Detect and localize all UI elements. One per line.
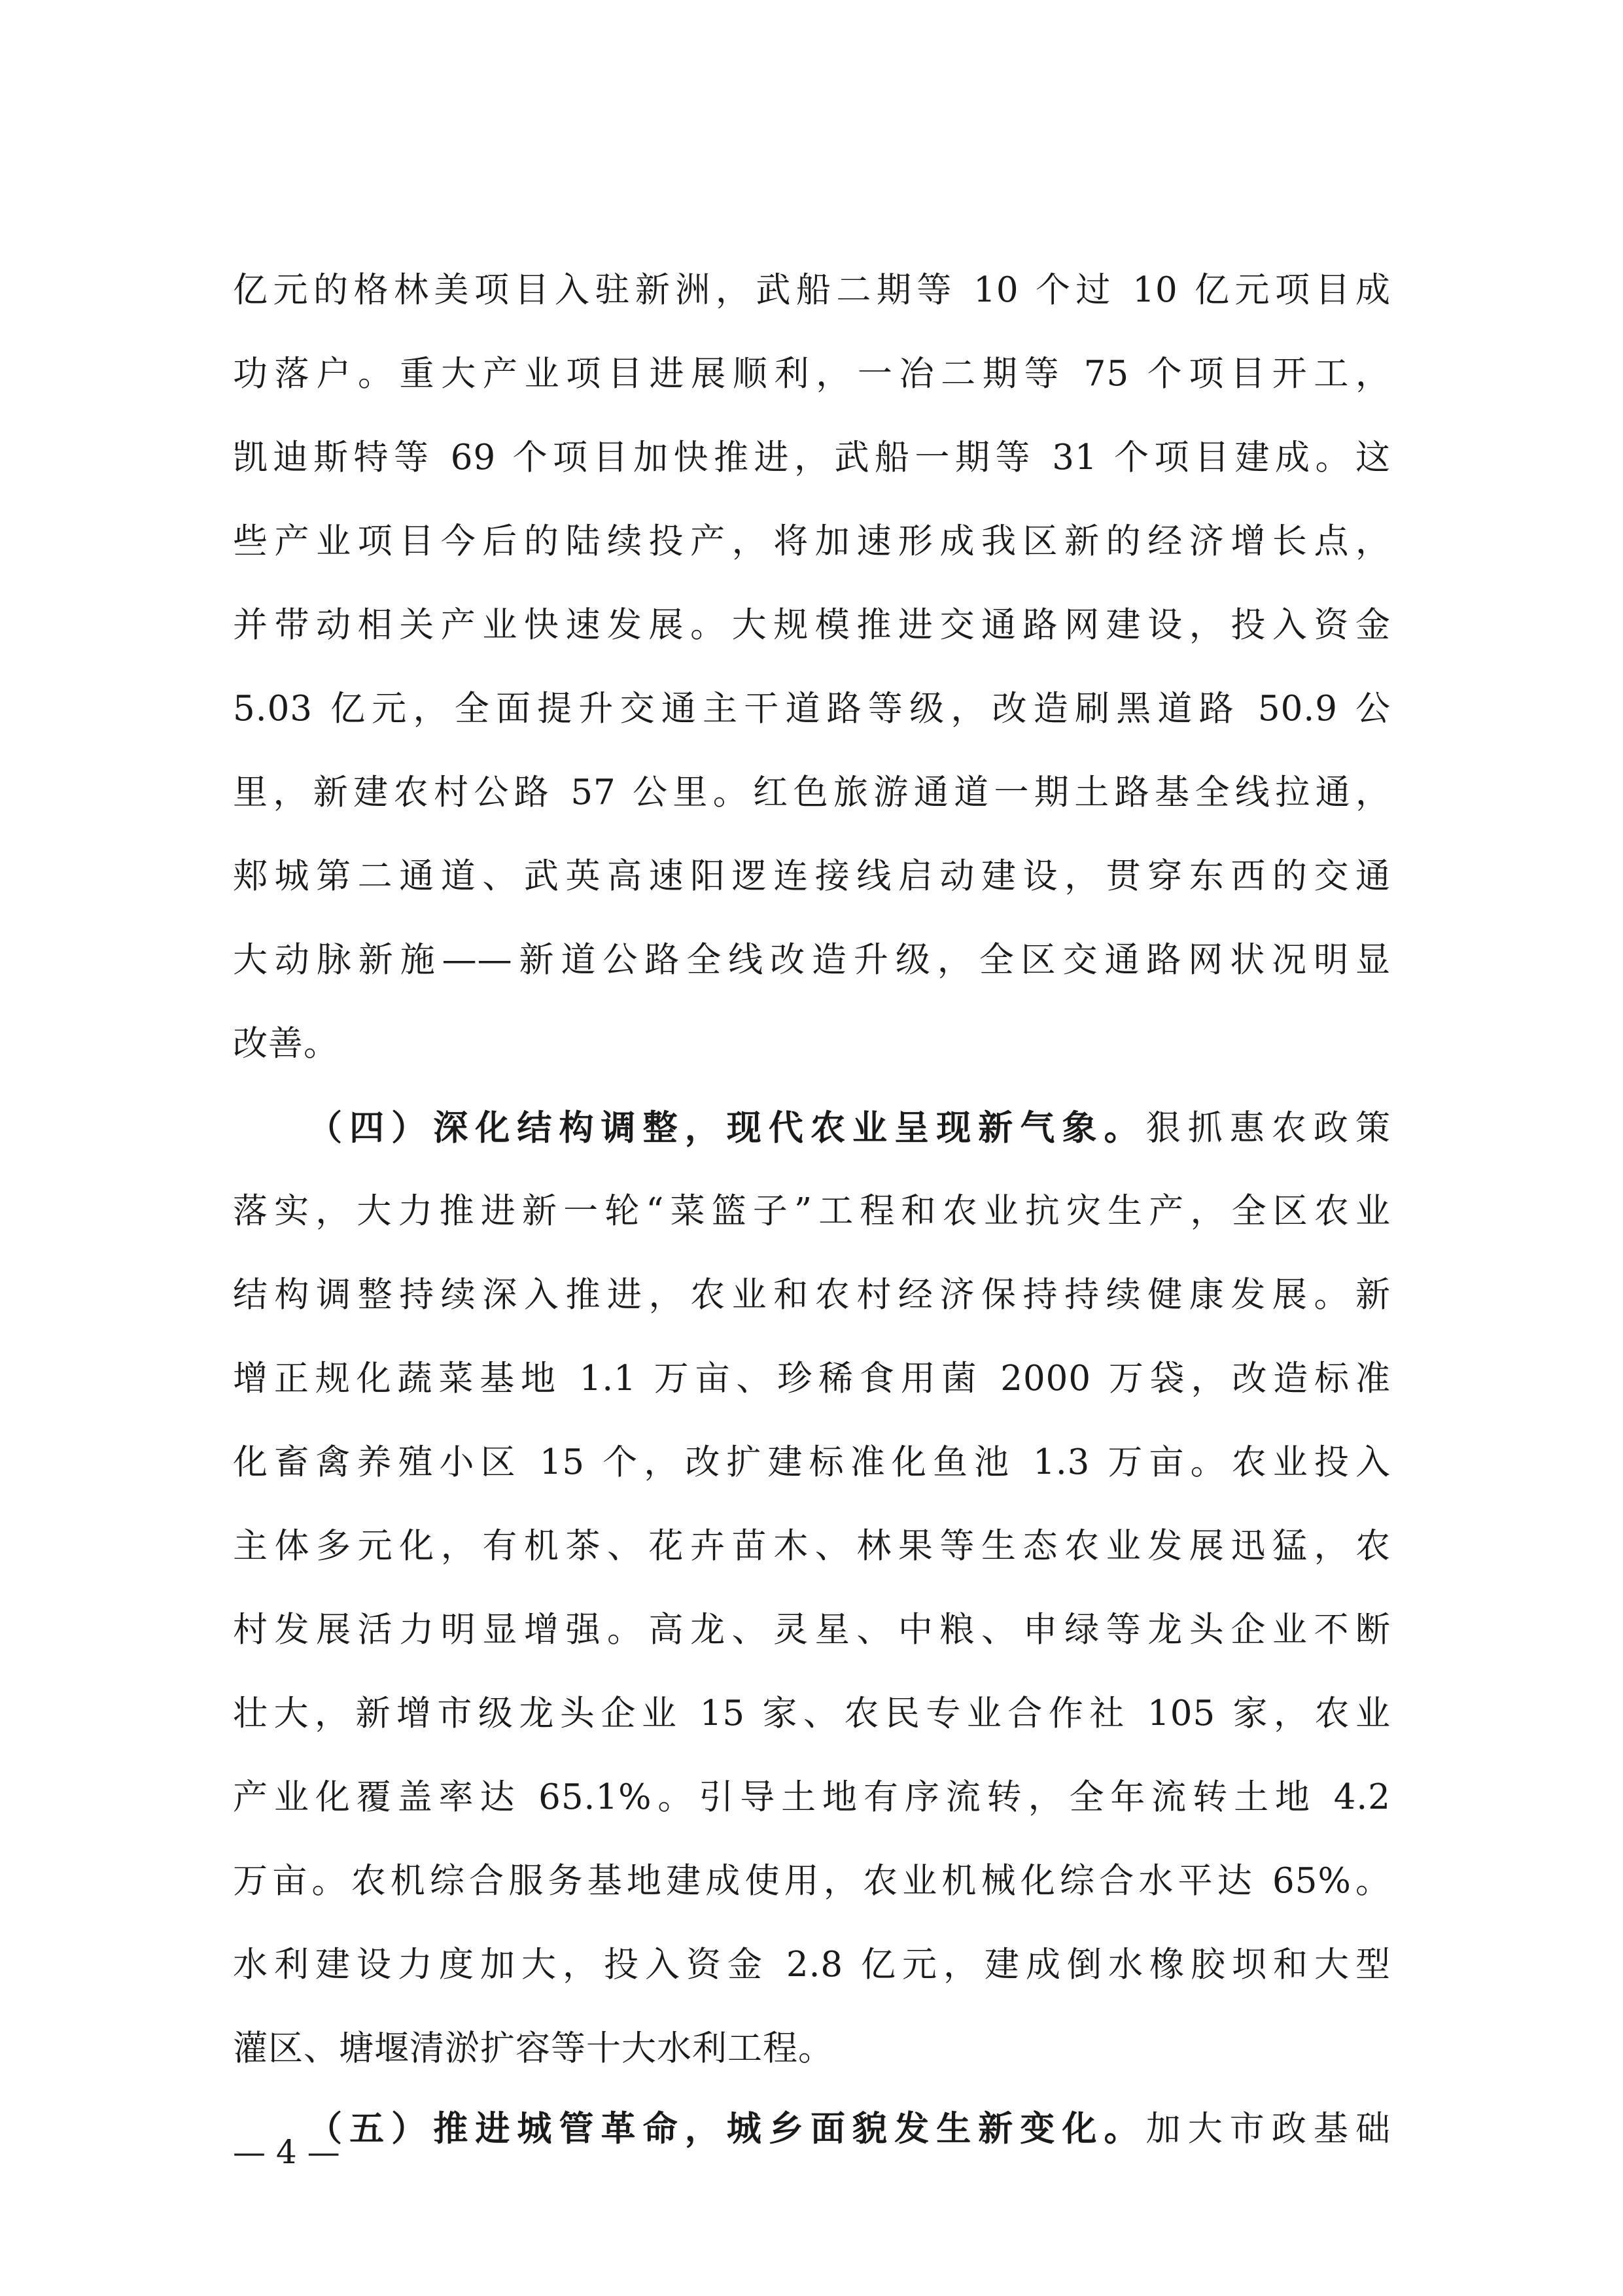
- body-text-line: 大动脉新施——新道公路全线改造升级，全区交通路网状况明显: [233, 940, 1391, 980]
- body-text-line: 产业化覆盖率达 65.1%。引导土地有序流转，全年流转土地 4.2: [233, 1777, 1391, 1817]
- body-text-line: 壮大，新增市级龙头企业 15 家、农民专业合作社 105 家，农业: [233, 1694, 1391, 1733]
- body-text-span: 加大市政基础: [1145, 2109, 1391, 2149]
- body-text-line: 郏城第二通道、武英高速阳逻连接线启动建设，贯穿东西的交通: [233, 856, 1391, 896]
- body-text-line: 功落户。重大产业项目进展顺利，一冶二期等 75 个项目开工，: [233, 354, 1391, 394]
- section-four-heading: （四）深化结构调整，现代农业呈现新气象。: [307, 1107, 1146, 1148]
- body-text-line: 结构调整持续深入推进，农业和农村经济保持持续健康发展。新: [233, 1275, 1391, 1315]
- body-text-span: 狠抓惠农政策: [1145, 1108, 1391, 1148]
- body-text-line: 灌区、塘堰清淤扩容等十大水利工程。: [233, 2028, 833, 2068]
- body-text-line: 落实，大力推进新一轮“菜篮子”工程和农业抗灾生产，全区农业: [233, 1191, 1391, 1231]
- body-text-line: 改善。: [233, 1024, 339, 1064]
- body-text-line: 凯迪斯特等 69 个项目加快推进，武船一期等 31 个项目建成。这: [233, 438, 1391, 478]
- body-text-line: 化畜禽养殖小区 15 个，改扩建标准化鱼池 1.3 万亩。农业投入: [233, 1442, 1391, 1482]
- body-text-line: 水利建设力度加大，投入资金 2.8 亿元，建成倒水橡胶坝和大型: [233, 1945, 1391, 1985]
- page-number: — 4 —: [233, 2133, 340, 2171]
- section-four-first-line: [307, 1086, 1391, 1170]
- section-five-first-line: [307, 2087, 1391, 2170]
- body-text-line: 些产业项目今后的陆续投产，将加速形成我区新的经济增长点，: [233, 521, 1391, 561]
- body-text-line: 5.03 亿元，全面提升交通主干道路等级，改造刷黑道路 50.9 公: [233, 689, 1391, 729]
- body-text-line: 主体多元化，有机茶、花卉苗木、林果等生态农业发展迅猛，农: [233, 1526, 1391, 1566]
- body-text-line: 村发展活力明显增强。高龙、灵星、中粮、申绿等龙头企业不断: [233, 1610, 1391, 1650]
- body-text-line: 增正规化蔬菜基地 1.1 万亩、珍稀食用菌 2000 万袋，改造标准: [233, 1359, 1391, 1399]
- body-text-line: 亿元的格林美项目入驻新洲，武船二期等 10 个过 10 亿元项目成: [233, 270, 1391, 310]
- body-text-line: 万亩。农机综合服务基地建成使用，农业机械化综合水平达 65%。: [233, 1861, 1391, 1901]
- body-text-line: 并带动相关产业快速发展。大规模推进交通路网建设，投入资金: [233, 605, 1391, 645]
- section-five-heading: （五）推进城管革命，城乡面貌发生新变化。: [307, 2108, 1146, 2149]
- body-text-line: 里，新建农村公路 57 公里。红色旅游通道一期土路基全线拉通，: [233, 773, 1391, 812]
